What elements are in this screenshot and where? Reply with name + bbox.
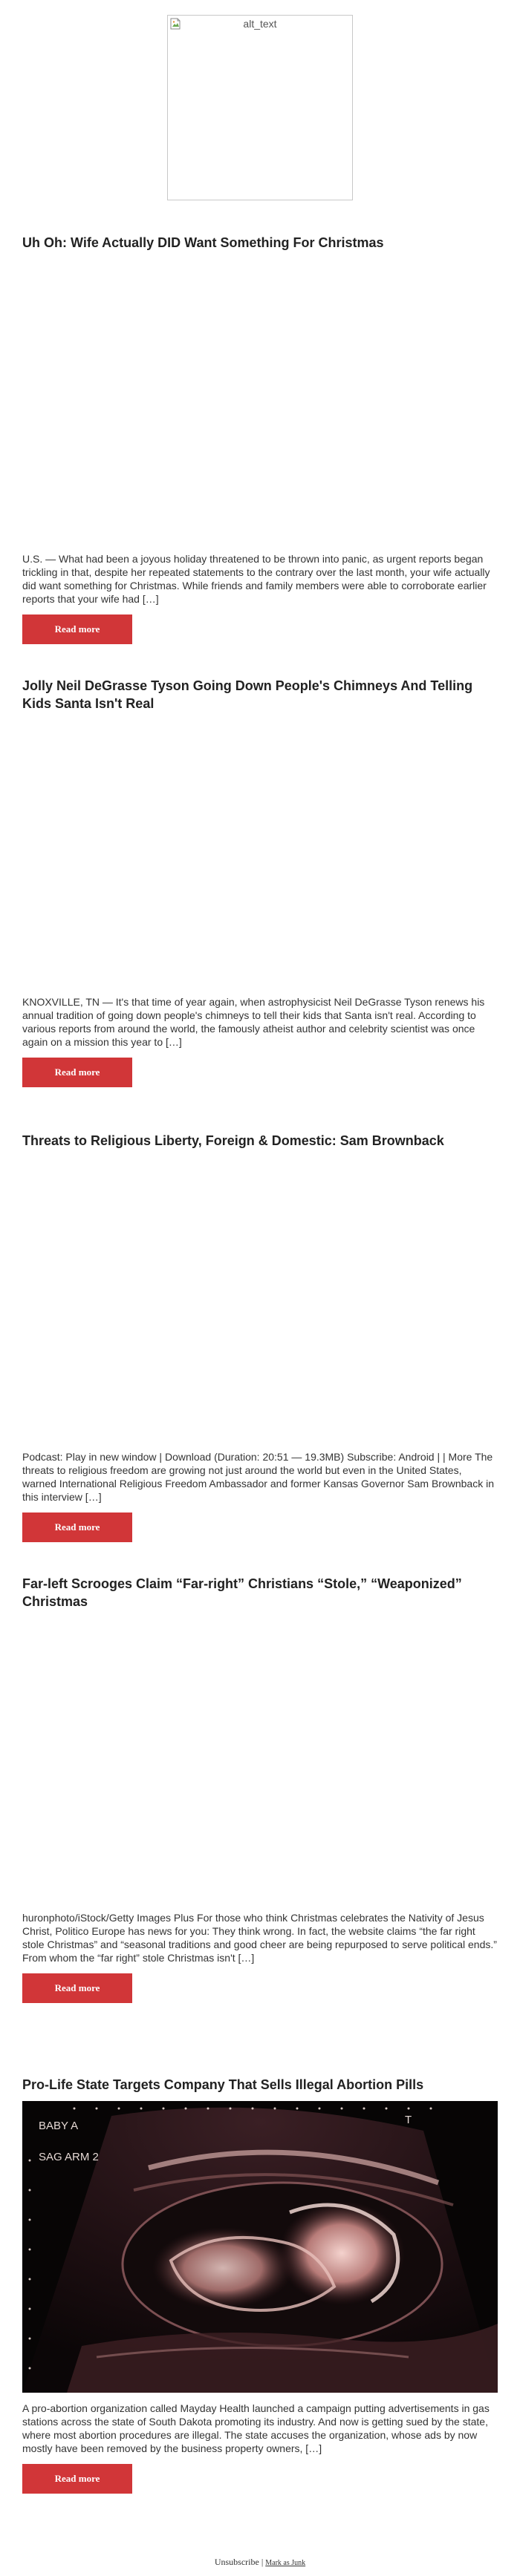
article-excerpt: A pro-abortion organization called Mayday Health launched a campaign putting advertisements in gas stations across the state of South Dakota promoting its industry. And now is getting sued by the state, where most abortion procedures are illegal. The state accuses the organization, whose ads by now mostly have been removed by the business property owners, […] <box>22 2402 490 2454</box>
article-title[interactable]: Threats to Religious Liberty, Foreign & Domestic: Sam Brownback <box>22 1133 444 1148</box>
read-more-button[interactable]: Read more <box>22 614 132 644</box>
ultrasound-label-line2: SAG ARM 2 <box>39 2151 99 2163</box>
article-excerpt: huronphoto/iStock/Getty Images Plus For those who think Christmas celebrates the Nativity of Jesus Christ, Politico Europe has news for you: They think wrong. In fact, the website claims “the far right stole Christmas” and “seasonal traditions and good cheer are being repurposed to serve political ends.” From whom the “far right” stole Christmas isn't […] <box>22 1912 497 1964</box>
read-more-button[interactable]: Read more <box>22 1513 132 1542</box>
article-title[interactable]: Jolly Neil DeGrasse Tyson Going Down People's Chimneys And Telling Kids Santa Isn't Real <box>22 678 473 711</box>
article-excerpt: U.S. — What had been a joyous holiday threatened to be thrown into panic, as urgent reports began trickling in that, despite her repeated statements to the contrary over the last month, your wife actually did want something for Christmas. While friends and family members were able to corroborate earlier reports that your wife had […] <box>22 553 490 605</box>
article-title[interactable]: Uh Oh: Wife Actually DID Want Something For Christmas <box>22 235 384 250</box>
article-card <box>22 677 498 1087</box>
article-image-placeholder <box>22 252 498 552</box>
article-title[interactable]: Far-left Scrooges Claim “Far-right” Christians “Stole,” “Weaponized” Christmas <box>22 1576 462 1609</box>
article-excerpt: Podcast: Play in new window | Download (Duration: 20:51 — 19.3MB) Subscribe: Android | | More The threats to religious freedom are growing not just around the world but even in the United States, warned International Religious Freedom Ambassador and former Kansas Governor Sam Brownback in this interview […] <box>22 1451 494 1503</box>
article-excerpt: KNOXVILLE, TN — It's that time of year again, when astrophysicist Neil DeGrasse Tyson renews his annual tradition of going down people's chimneys to tell their kids that Santa isn't real. According to various reports from around the world, the famously atheist author and celebrity scientist was once again on a mission this year to […] <box>22 996 485 1048</box>
unsubscribe-link[interactable]: Unsubscribe <box>214 2557 259 2567</box>
logo-image-placeholder <box>167 15 353 200</box>
ultrasound-image <box>22 2101 498 2393</box>
article-image-placeholder <box>22 1150 498 1450</box>
article-card <box>22 2076 498 2494</box>
article-card <box>22 1575 498 2003</box>
mark-as-junk-link[interactable]: Mark as Junk <box>265 2559 306 2567</box>
broken-image-icon <box>170 18 181 30</box>
ultrasound-marker: T <box>405 2114 412 2126</box>
read-more-button[interactable]: Read more <box>22 2464 132 2494</box>
logo-alt-text: alt_text <box>243 18 277 30</box>
email-footer <box>0 2557 520 2568</box>
article-card <box>22 234 498 644</box>
read-more-button[interactable]: Read more <box>22 1058 132 1087</box>
footer-separator: | <box>261 2557 264 2567</box>
article-image-placeholder <box>22 712 498 995</box>
article-card <box>22 1132 498 1542</box>
read-more-button[interactable]: Read more <box>22 1973 132 2003</box>
article-title[interactable]: Pro-Life State Targets Company That Sells Illegal Abortion Pills <box>22 2077 424 2092</box>
ultrasound-label-line1: BABY A <box>39 2120 79 2132</box>
article-image-placeholder <box>22 1610 498 1911</box>
